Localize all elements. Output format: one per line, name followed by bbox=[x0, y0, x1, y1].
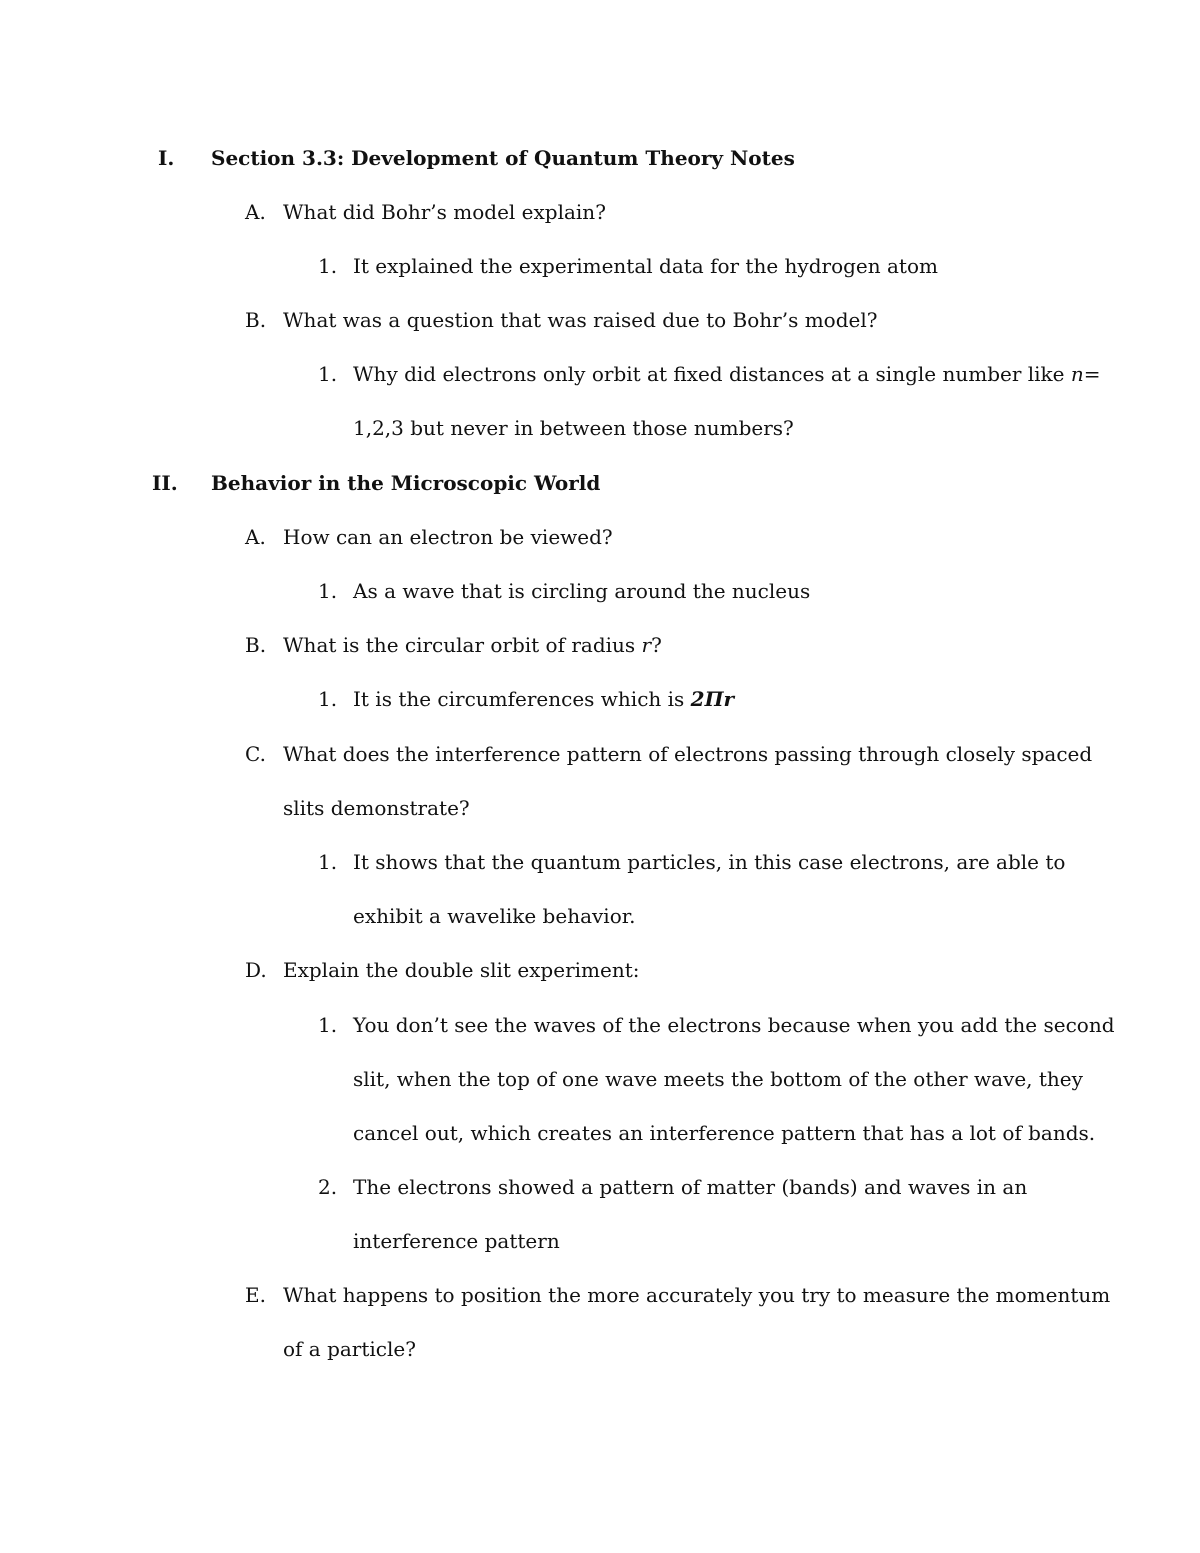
section-2-a-label: A. bbox=[245, 525, 266, 549]
section-2-b1-formula: 2Πr bbox=[690, 687, 735, 711]
section-1-b-question: What was a question that was raised due to Bohr’s model? bbox=[283, 308, 878, 332]
section-2-b-variable: r bbox=[641, 633, 652, 657]
section-2-d1-answer-line3: cancel out, which creates an interference pattern that has a lot of bands. bbox=[353, 1121, 1096, 1145]
section-2-b-text-pre: What is the circular orbit of radius bbox=[283, 633, 642, 657]
section-1-a-label: A. bbox=[245, 200, 266, 224]
section-1-a-question: What did Bohr’s model explain? bbox=[283, 200, 606, 224]
section-1-b1-variable: n bbox=[1070, 362, 1084, 386]
section-2-c1-answer-line1: It shows that the quantum particles, in this case electrons, are able to bbox=[353, 850, 1066, 874]
section-2-d2-label: 2. bbox=[318, 1175, 338, 1199]
section-2-c-question-line1: What does the interference pattern of electrons passing through closely spaced bbox=[283, 742, 1093, 766]
section-2-b-text-post: ? bbox=[651, 633, 662, 657]
section-1-numeral: I. bbox=[158, 146, 175, 170]
section-2-a1-label: 1. bbox=[318, 579, 338, 603]
section-1-b1-answer bbox=[353, 362, 1101, 386]
section-2-a-question: How can an electron be viewed? bbox=[283, 525, 613, 549]
section-2-c-label: C. bbox=[245, 742, 266, 766]
section-2-a1-answer: As a wave that is circling around the nucleus bbox=[353, 579, 811, 603]
section-1-b1-answer-line2: 1,2,3 but never in between those numbers? bbox=[353, 416, 794, 440]
section-2-e-question-line1: What happens to position the more accurately you try to measure the momentum bbox=[283, 1283, 1111, 1307]
section-1-b1-text-post: = bbox=[1083, 362, 1101, 386]
section-2-d-question: Explain the double slit experiment: bbox=[283, 958, 640, 982]
section-2-b1-answer bbox=[353, 687, 734, 711]
section-1-a1-label: 1. bbox=[318, 254, 338, 278]
section-2-title: Behavior in the Microscopic World bbox=[211, 471, 601, 495]
section-2-d2-answer-line2: interference pattern bbox=[353, 1229, 560, 1253]
section-1-b1-label: 1. bbox=[318, 362, 338, 386]
section-1-b1-text-pre: Why did electrons only orbit at fixed distances at a single number like bbox=[353, 362, 1071, 386]
section-2-d1-label: 1. bbox=[318, 1013, 338, 1037]
section-2-c1-label: 1. bbox=[318, 850, 338, 874]
section-2-numeral: II. bbox=[152, 471, 178, 495]
section-2-d-label: D. bbox=[245, 958, 267, 982]
section-2-b1-text-pre: It is the circumferences which is bbox=[353, 687, 691, 711]
section-1-a1-answer: It explained the experimental data for the hydrogen atom bbox=[353, 254, 938, 278]
section-2-d1-answer-line1: You don’t see the waves of the electrons because when you add the second bbox=[353, 1013, 1115, 1037]
section-2-e-question-line2: of a particle? bbox=[283, 1337, 416, 1361]
section-2-e-label: E. bbox=[245, 1283, 266, 1307]
section-1-title: Section 3.3: Development of Quantum Theory Notes bbox=[211, 146, 795, 170]
section-2-b-label: B. bbox=[245, 633, 267, 657]
section-2-c1-answer-line2: exhibit a wavelike behavior. bbox=[353, 904, 636, 928]
section-2-d2-answer-line1: The electrons showed a pattern of matter (bands) and waves in an bbox=[353, 1175, 1028, 1199]
section-2-b-question bbox=[283, 633, 662, 657]
section-2-c-question-line2: slits demonstrate? bbox=[283, 796, 470, 820]
section-2-d1-answer-line2: slit, when the top of one wave meets the bottom of the other wave, they bbox=[353, 1067, 1083, 1091]
section-1-b-label: B. bbox=[245, 308, 267, 332]
section-2-b1-label: 1. bbox=[318, 687, 338, 711]
